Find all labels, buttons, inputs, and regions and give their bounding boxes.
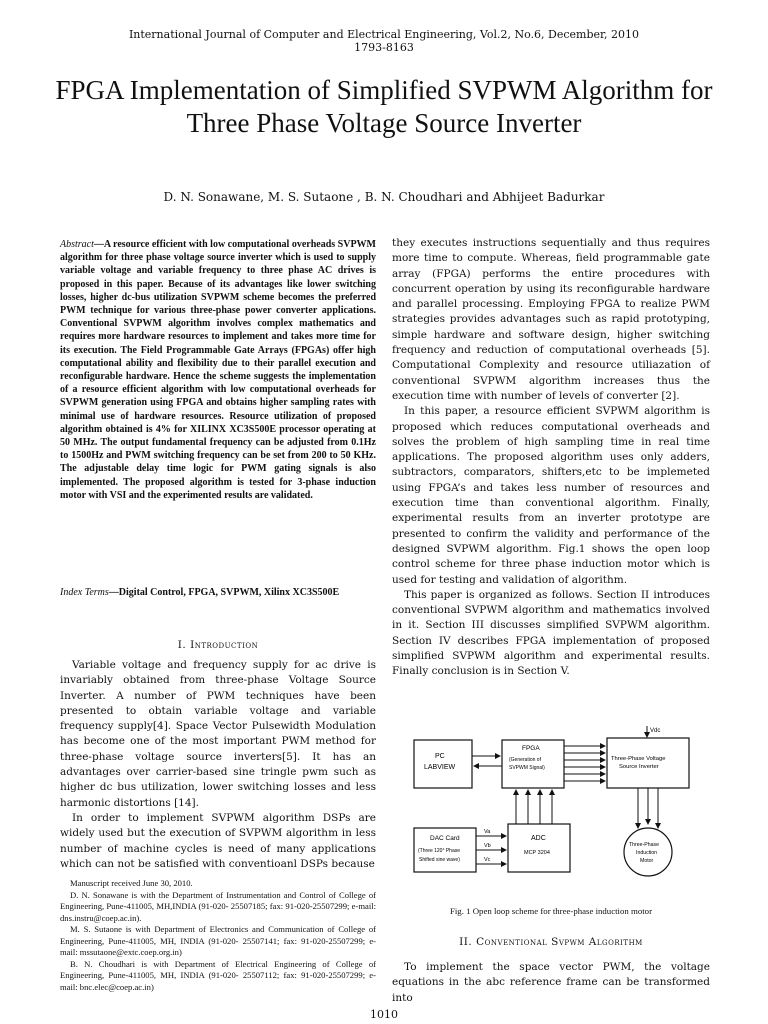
adc-block [508, 824, 570, 872]
section-2-paragraph: To implement the space vector PWM, the voltage equations in the abc reference frame can be transformed into [392, 961, 710, 1004]
motor-label-3: Motor [640, 858, 654, 864]
journal-issn: 1793-8163 [354, 41, 414, 54]
right-paragraph: In this paper, a resource efficient SVPWM algorithm is proposed which reduces computational overheads and solves the problem of high sampling time in real time applications. The proposed algorithm uses only adders, subtractors, comparators, shifters,etc to be implemeted using FPGA’s and takes less number of resources and execution time than conventional algorithm. Finally, experimental results from an inverter prototype are presented to confirm the validity and performance of the designed SVPWM algorithm. Fig.1 shows the open loop control scheme for three phase induction motor which is used for testing and validation of algorithm. [392, 405, 710, 586]
pc-software-label: LABVIEW [424, 764, 456, 771]
paper-authors: D. N. Sonawane, M. S. Sutaone , B. N. Choudhari and Abhijeet Badurkar [163, 190, 605, 204]
section-1-paragraph: In order to implement SVPWM algorithm DSPs are widely used but the execution of SVPWM algorithm in less number of machine cycles is need of many applications which can not be satisfied with conventioanl DSPs because [60, 811, 376, 870]
inverter-label-1: Three-Phase Voltage [611, 756, 666, 762]
section-1-heading: I. Introduction [177, 639, 259, 651]
dac-desc-1: (Three 120° Phase [418, 848, 461, 854]
section-1-paragraph: Variable voltage and frequency supply for ac drive is invariably obtained from three-phase Voltage Source Inverter. A number of PWM techniques have been presented to obtain variable voltage and variable frequency supply[4]. Space Vector Pulsewidth Modulation has become one of the most important PWM method for three-phase voltage source inverters[5]. It has an advantages over carrier-based sine tringle pwm such as higher dc bus utilization, lower switching losses and less harmonic distortions [14]. [60, 659, 376, 809]
section-2-heading: II. Conventional Svpwm Algorithm [459, 936, 643, 948]
paper-title: FPGA Implementation of Simplified SVPWM Algorithm for Three Phase Voltage Source Inverter [55, 75, 713, 138]
motor-label-1: Three-Phase [629, 842, 659, 848]
abstract-text: —A resource efficient with low computational overheads SVPWM algorithm for three phase voltage source inverter which is used to supply variable voltage and variable frequency to three phase AC drives is proposed in this paper. Because of its advantages like lower switching losses, higher dc-bus utilization SVPWM scheme becomes the preferred PWM technique for various three-phase power converter applications. Conventional SVPWM algorithm involves complex mathematics and requires more hardware resources to implement and takes more time for its execution. The Field Programmable Gate Arrays (FPGAs) offer high computational ability and flexibility due to their parallel execution and reconfigurable hardware. Hence the scheme suggests the implementation of a resource efficient algorithm with low computational overheads for SVPWM generation using FPGA and obtains higher sampling rates with minimal use of hardware resources. Resource utilization of proposed algorithm obtained is 4% for XILINX XC3S500E processor operating at 50 MHz. The output fundamental frequency can be adjusted from 0.1Hz to 1500Hz and PWM switching frequency can be set from 200 to 50 KHz. The adjustable delay time logic for PWM gating signals is also implemented. The proposed algorithm is tested for 3-phase induction motor with VSI and the experimented results are validated. [60, 239, 376, 501]
vc-label: Vc [484, 857, 491, 863]
inverter-block [607, 738, 689, 788]
footnote-received: Manuscript received June 30, 2010. [70, 878, 193, 888]
figure-1-block-diagram [392, 720, 710, 888]
index-terms [60, 586, 376, 599]
journal-header [0, 28, 768, 54]
adc-label: ADC [531, 835, 546, 842]
adc-part: MCP 3204 [524, 850, 550, 856]
right-paragraph: they executes instructions sequentially and thus requires more time to compute. Whereas, field programmable gate array (FPGA) performs the entire procedures with concurrent operation by using its reconfigurable hardware and parallel processing. Employing FPGA to realize PWM strategies provides advantages such as rapid prototyping, simple hardware and software design, higher switching frequency and reduction of computational overheads [5]. Computational Complexity and resource utiliazation of conventional SVPWM algorithm increases thus the execution time with number of levels of converter [2]. [392, 237, 710, 402]
figure-1-caption: Fig. 1 Open loop scheme for three-phase induction motor [449, 906, 653, 916]
footnote-author-2: M. S. Sutaone is with Department of Electronics and Communication of College of Engineering, Pune-411005, MH, INDIA (91-020- 25507141; fax: 91-020-25507299; e-mail: mssutaone@extc.coep.org.in) [60, 924, 376, 957]
fpga-desc-1: (Generation of [509, 757, 541, 763]
section-1-body [60, 658, 376, 872]
dac-label: DAC Card [430, 835, 460, 842]
motor-label-2: Induction [636, 850, 658, 856]
right-paragraph: This paper is organized as follows. Section II introduces conventional SVPWM algorithm and mathematics involved in it. Section III discusses simplified SVPWM algorithm. Section IV describes FPGA implementation of proposed simplified SVPWM algorithm and experimental results. Finally conclusion is in Section V. [392, 588, 710, 678]
index-terms-label: Index Terms [60, 587, 109, 598]
section-2-body [392, 960, 710, 1006]
vb-label: Vb [484, 843, 491, 849]
footnote-author-1: D. N. Sonawane is with the Department of Instrumentation and Control of College of Engineering, Pune-411005, MH,INDIA (91-020- 25507185; fax: 91-020-25507299; e-mail: dns.instru@coep.ac.in). [60, 889, 376, 923]
vdc-label: Vdc [650, 728, 661, 734]
index-terms-text: —Digital Control, FPGA, SVPWM, Xilinx XC3S500E [108, 587, 340, 598]
dac-desc-2: Shifted sine wave) [419, 857, 460, 863]
abstract [60, 238, 376, 502]
inverter-label-2: Source Inverter [619, 764, 659, 770]
va-label: Va [484, 829, 491, 835]
pc-label: PC [435, 753, 445, 760]
abstract-label: Abstract [60, 239, 94, 250]
page-number: 1010 [370, 1008, 398, 1021]
right-column-body [392, 236, 710, 680]
footnotes [60, 878, 376, 993]
journal-citation: International Journal of Computer and Electrical Engineering, Vol.2, No.6, December, 2010 [128, 28, 640, 41]
fpga-desc-2: SVPWM Signal) [509, 765, 545, 771]
fpga-label: FPGA [522, 745, 540, 752]
footnote-author-3: B. N. Choudhari is with Department of Electrical Engineering of College of Engineering, Pune-411005, MH, INDIA (91-020- 25507112; fax: 91-020-25507299; e-mail: bnc.elec@coep.ac.in) [60, 958, 376, 992]
